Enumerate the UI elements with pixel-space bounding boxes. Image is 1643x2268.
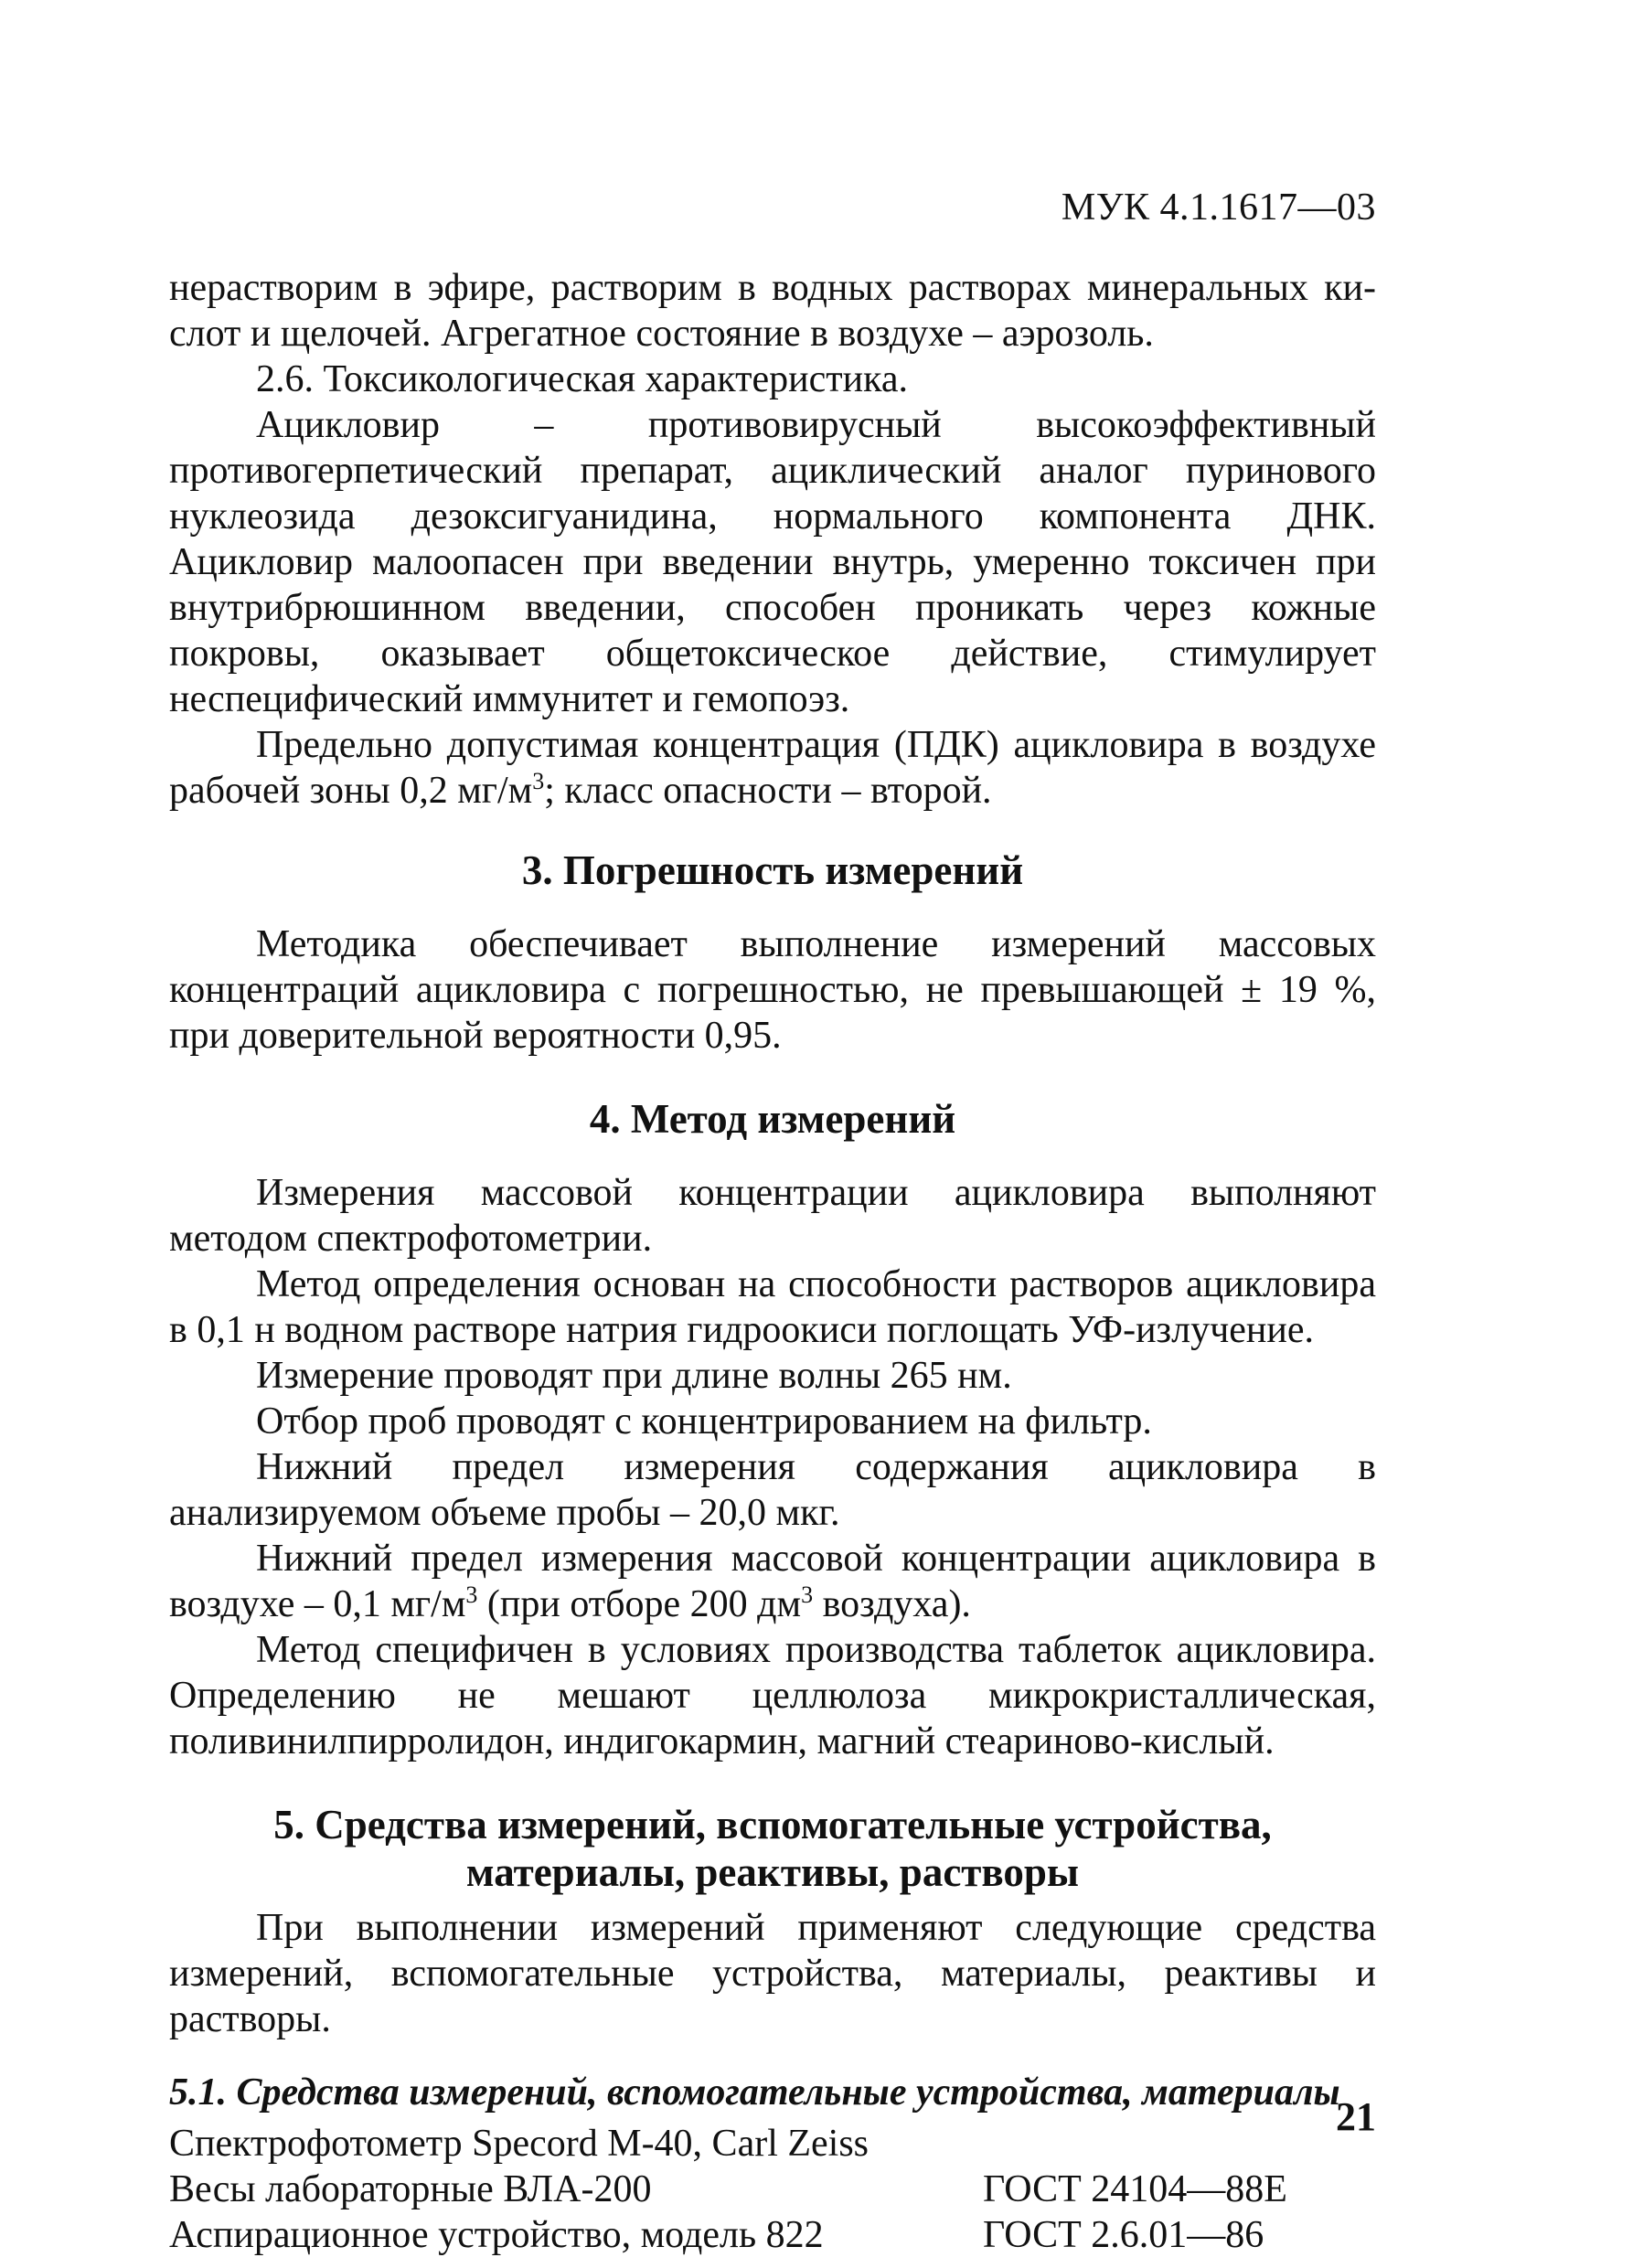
equipment-row [169,2167,1376,2212]
equipment-standard: ГОСТ 24104—88Е [983,2168,1287,2210]
section-3-paragraph: Методика обеспечивает выполнение измерений массовых концентраций ацикловира с погрешностью, не превышающей ± 19 %, при доверительной вероятности 0,95. [169,923,1376,1057]
pdk-superscript: 3 [532,768,545,794]
equipment-name: Весы лабораторные ВЛА-200 [169,2168,652,2210]
section-4-paragraph-1: Измерения массовой концентрации ацикловира выполняют методом спектрофотометрии. [169,1172,1376,1260]
equipment-standard [983,2121,1376,2167]
section-4-paragraph-3: Измерение проводят при длине волны 265 нм. [256,1355,1012,1397]
section-3-heading: 3. Погрешность измерений [521,847,1024,893]
equipment-row [169,2212,1376,2258]
document-code-header: МУК 4.1.1617—03 [1061,186,1376,229]
section-5-paragraph: При выполнении измерений применяют следующие средства измерений, вспомогательные устройства, материалы, реактивы и растворы. [169,1907,1376,2040]
detection-limit-text-end: воздуха). [813,1583,971,1625]
pdk-text-end: ; класс опасности – второй. [544,770,992,812]
item-2-6-title: 2.6. Токсикологическая характеристика. [256,358,908,400]
section-4-paragraph-6 [169,1536,1376,1627]
detection-limit-text-mid: (при отборе 200 дм [477,1583,802,1625]
subsection-5-1-heading: 5.1. Средства измерений, вспомогательные устройства, материалы [169,2071,1340,2114]
section-4-paragraph-5: Нижний предел измерения содержания ацикловира в анализируемом объеме пробы – 20,0 мкг. [169,1446,1376,1534]
section-5-heading [169,1801,1376,1896]
detection-limit-text: Нижний предел измерения массовой концентрации ацикловира в воздухе – 0,1 мг/м [169,1538,1376,1625]
equipment-standard: ГОСТ 2.6.01—86 [983,2214,1264,2256]
section-4-heading: 4. Метод измерений [589,1096,956,1142]
section-5-heading-line-2: материалы, реактивы, растворы [465,1849,1080,1895]
intro-line-2: слот и щелочей. Агрегатное состояние в воздухе – аэрозоль. [169,313,1154,355]
section-4-paragraph-4: Отбор проб проводят с концентрированием на фильтр. [256,1400,1152,1443]
toxicology-paragraph: Ацикловир – противовирусный высокоэффективный противогерпетический препарат, ациклический аналог пуринового нуклеозида дезоксигуанидина, нормального компонента ДНК. Ацикловир малоопасен при введении внутрь, умеренно токсичен при внутрибрюшинном введении, способен проникать через кожные покровы, оказывает общетоксическое действие, стимулирует неспецифический иммунитет и гемопоэз. [169,404,1376,720]
equipment-list [169,2121,1376,2258]
equipment-name: Аспирационное устройство, модель 822 [169,2214,824,2256]
section-4-paragraph-7: Метод специфичен в условиях производства таблеток ацикловира. Определению не мешают целлюлоза микрокристаллическая, поливинилпирролидон, индигокармин, магний стеариново-кислый. [169,1629,1376,1762]
detection-limit-sup-2: 3 [801,1581,814,1608]
detection-limit-sup-1: 3 [465,1581,478,1608]
document-body [169,265,1376,2258]
equipment-row [169,2121,1376,2167]
page-number: 21 [1336,2094,1376,2139]
pdk-text: Предельно допустимая концентрация (ПДК) ацикловира в воздухе рабочей зоны 0,2 мг/м [169,724,1376,812]
section-5-heading-line-1: 5. Средства измерений, вспомогательные устройства, [273,1802,1272,1847]
intro-line-1: нерастворим в эфире, растворим в водных растворах минеральных ки- [169,267,1376,309]
equipment-name: Спектрофотометр Specord M-40, Carl Zeiss [169,2123,870,2165]
section-4-paragraph-2: Метод определения основан на способности растворов ацикловира в 0,1 н водном растворе натрия гидроокиси поглощать УФ-излучение. [169,1263,1376,1351]
pdk-paragraph [169,722,1376,814]
